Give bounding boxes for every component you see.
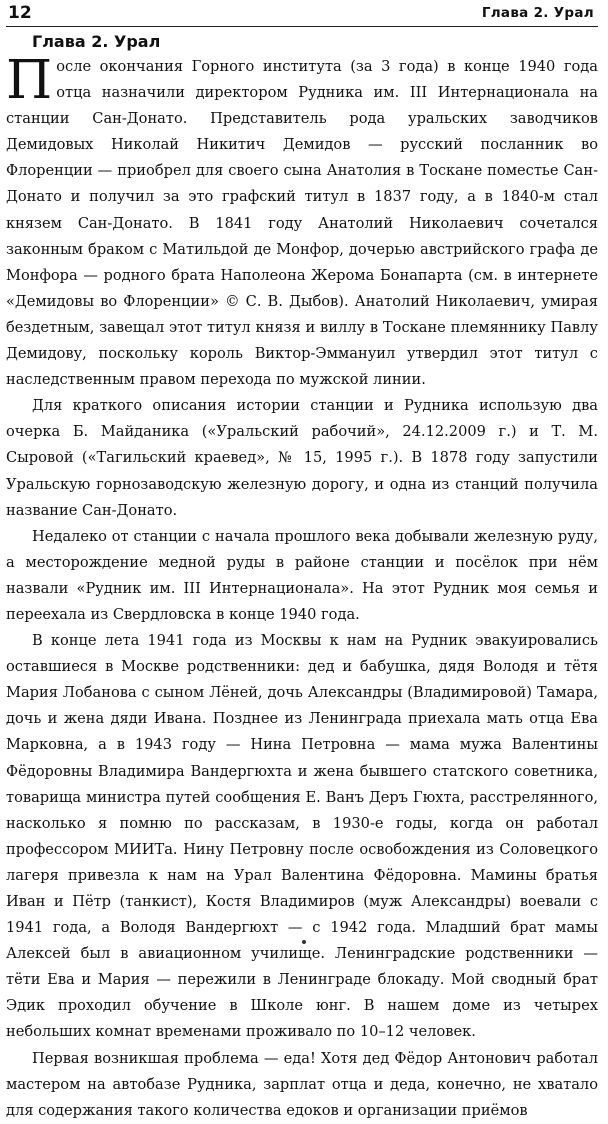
paragraph-1: [6, 50, 598, 393]
running-head: [6, 2, 598, 26]
running-title: Глава 2. Урал: [481, 5, 594, 21]
paragraph-5: Первая возникшая проблема — еда! Хотя дед Фёдор Антонович работал мастером на автобазе Рудника, зарплат отца и деда, конечно, не хватало для содержания такого количества едоков и организации приёмов: [6, 1049, 598, 1119]
paragraph-1-text: осле окончания Горного института (за 3 года) в конце 1940 года отца назначили директором Рудника им. III Интернационала на станции Сан-Донато. Представитель рода уральских заводчиков Демидовых Николай Никитич Демидов — русский посланник во Флоренции — приобрел для своего сына Анатолия в Тоскане поместье Сан-Донато и получил за это графский титул в 1837 году, а в 1840-м стал князем Сан-Донато. В 1841 году Анатолий Николаевич сочетался законным браком с Матильдой де Монфор, дочерью австрийского графа де Монфора — родного брата Наполеона Жерома Бонапарта (см. в интернете «Демидовы во Флоренции» © С. В. Дыбов). Анатолий Николаевич, умирая бездетным, завещал этот титул князя и виллу в Тоскане племяннику Павлу Демидову, поскольку король Виктор-Эммануил утвердил этот титул с наследственным правом перехода по мужской линии.: [6, 58, 598, 389]
chapter-title: Глава 2. Урал: [32, 32, 161, 51]
drop-cap: П: [6, 50, 53, 111]
body-text: [6, 50, 598, 1124]
page-number: 12: [8, 3, 32, 23]
page-mark: [302, 940, 306, 944]
paragraph-4: В конце лета 1941 года из Москвы к нам на Рудник эвакуировались оставшиеся в Москве родственники: дед и бабушка, дядя Володя и тётя Мария Лобанова с сыном Лёней, дочь Александры (Владимировой) Тамара, дочь и жена дяди Ивана. Позднее из Ленинграда приехала мать отца Ева Марковна, а в 1943 году — Нина Петровна — мама мужа Валентины Фёдоровны Владимира Вандергюхта и жена бывшего статского советника, товарища министра путей сообщения Е. Ванъ Деръ Гюхта, расстрелянного, насколько я помню по рассказам, в 1930-е годы, когда он работал профессором МИИТа. Нину Петровну после освобождения из Соловецкого лагеря привезла к нам на Урал Валентина Фёдоровна. Мамины братья Иван и Пётр (танкист), Костя Владимиров (муж Александры) воевали с 1941 года, а Володя Вандергюхт — с 1942 года. Младший брат мамы Алексей был в авиационном училище. Ленинградские родственники — тёти Ева и Мария — пережили в Ленинграде блокаду. Мой сводный брат Эдик проходил обучение в Школе юнг. В нашем доме из четырех небольших комнат временами проживало по 10–12 человек.: [6, 632, 598, 1041]
header-rule: [6, 26, 598, 27]
paragraph-3: Недалеко от станции с начала прошлого века добывали железную руду, а месторождение медной руды в районе станции и посёлок при нём назвали «Рудник им. III Интернационала». На этот Рудник моя семья и переехала из Свердловска в конце 1940 года.: [6, 527, 598, 623]
paragraph-2: Для краткого описания истории станции и Рудника использую два очерка Б. Майданика («Уральский рабочий», 24.12.2009 г.) и Т. М. Сыровой («Тагильский краевед», № 15, 1995 г.). В 1878 году запустили Уральскую горнозаводскую железную дорогу, и одна из станций получила название Сан-Донато.: [6, 397, 598, 519]
